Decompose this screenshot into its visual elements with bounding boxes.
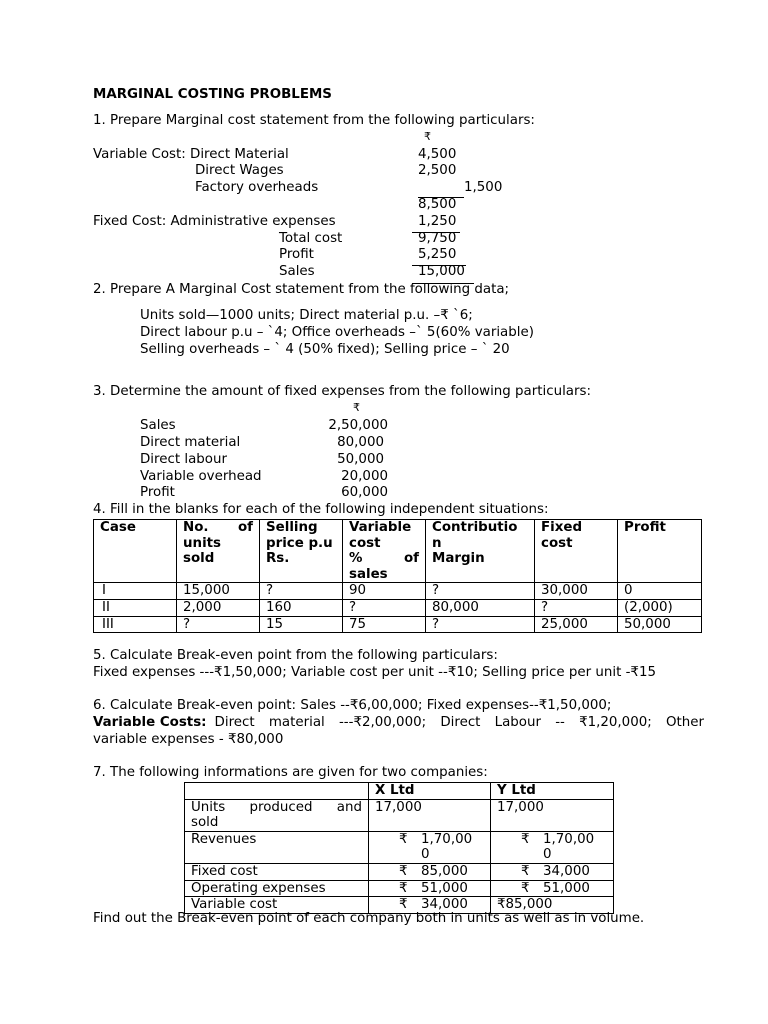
q1-label-direct-material: Variable Cost: Direct Material <box>93 147 289 162</box>
q7-header-x-ltd: X Ltd <box>369 783 491 800</box>
q7-footer: Find out the Break-even point of each company both in units as well as in volume. <box>93 911 645 926</box>
page-title: MARGINAL COSTING PROBLEMS <box>93 87 332 102</box>
q4-cell: 80,000 <box>426 599 535 616</box>
q1-value-sales: 15,000 <box>418 264 465 279</box>
q7-header-row <box>185 783 614 800</box>
q1-label-profit: Profit <box>279 247 314 262</box>
table-row <box>94 599 702 616</box>
q4-header-units: No. of units sold <box>177 520 260 583</box>
q7-x-units: 17,000 <box>369 799 491 831</box>
q4-cell: (2,000) <box>618 599 702 616</box>
q1-value-profit: 5,250 <box>418 247 457 262</box>
q1-value-factory-overheads: 1,500 <box>464 180 503 195</box>
q1-value-direct-material: 4,500 <box>418 147 457 162</box>
q1-label-factory-overheads: Factory overheads <box>195 180 319 195</box>
q4-cell: I <box>94 583 177 600</box>
q6-line-2-rest: Direct material ---₹2,00,000; Direct Labour -- ₹1,20,000; Other <box>214 715 704 730</box>
q4-cell: 15,000 <box>177 583 260 600</box>
rupee-icon: ₹ <box>521 863 530 879</box>
q6-variable-costs-label: Variable Costs: <box>93 715 207 730</box>
table-row <box>94 583 702 600</box>
q2-line-2: Direct labour p.u – `4; Office overheads –` 5(60% variable) <box>140 325 534 340</box>
q7-label-revenues: Revenues <box>185 831 369 863</box>
q4-cell: 30,000 <box>535 583 618 600</box>
q2-line-1: Units sold—1000 units; Direct material p.u. –₹ `6; <box>140 308 473 323</box>
q3-value-direct-material: 80,000 <box>337 435 384 450</box>
table-row <box>185 863 614 880</box>
q1-label-sales: Sales <box>279 264 315 279</box>
q1-value-total-cost: 9,750 <box>418 231 457 246</box>
q7-table <box>184 782 614 914</box>
q7-label-fixed-cost: Fixed cost <box>185 863 369 880</box>
q4-header-fixed-cost: Fixed cost <box>535 520 618 583</box>
q4-header-selling-price: Selling price p.u Rs. <box>260 520 343 583</box>
q3-value-sales: 2,50,000 <box>328 418 388 433</box>
q7-x-revenues: ₹ 1,70,000 <box>369 831 491 863</box>
q1-label-total-cost: Total cost <box>279 231 343 246</box>
q3-label-direct-material: Direct material <box>140 435 241 450</box>
rupee-icon: ₹ <box>521 880 530 896</box>
q7-x-operating-expenses: ₹ 51,000 <box>369 880 491 897</box>
q4-cell: 160 <box>260 599 343 616</box>
q4-cell: ? <box>535 599 618 616</box>
q4-header-contribution: Contributio n Margin <box>426 520 535 583</box>
q4-cell: 50,000 <box>618 616 702 633</box>
q4-cell: 25,000 <box>535 616 618 633</box>
q3-currency-symbol: ₹ <box>353 401 360 414</box>
q7-y-operating-expenses: ₹ 51,000 <box>491 880 614 897</box>
q4-cell: 90 <box>343 583 426 600</box>
q6-line-3: variable expenses - ₹80,000 <box>93 732 284 747</box>
q4-cell: 15 <box>260 616 343 633</box>
rupee-icon: ₹ <box>521 831 530 847</box>
q7-x-fixed-cost: ₹ 85,000 <box>369 863 491 880</box>
q4-table <box>93 519 702 633</box>
q3-value-variable-overhead: 20,000 <box>341 469 388 484</box>
q3-label-profit: Profit <box>140 485 175 500</box>
q7-y-revenues: ₹ 1,70,000 <box>491 831 614 863</box>
q6-line-2 <box>93 715 704 732</box>
q7-x-variable-cost: ₹ 34,000 <box>369 897 491 914</box>
q7-header-blank <box>185 783 369 800</box>
q7-y-fixed-cost: ₹ 34,000 <box>491 863 614 880</box>
q5-line: Fixed expenses ---₹1,50,000; Variable cost per unit --₹10; Selling price per unit -₹15 <box>93 665 656 680</box>
q7-y-units: 17,000 <box>491 799 614 831</box>
q4-cell: II <box>94 599 177 616</box>
table-row <box>185 799 614 831</box>
q4-cell: III <box>94 616 177 633</box>
q7-label-variable-cost: Variable cost <box>185 897 369 914</box>
q4-cell: ? <box>426 583 535 600</box>
q4-cell: ? <box>260 583 343 600</box>
table-row <box>94 616 702 633</box>
q3-heading: 3. Determine the amount of fixed expenses from the following particulars: <box>93 384 592 399</box>
q4-cell: 75 <box>343 616 426 633</box>
q4-header-variable-cost: Variable cost % of sales <box>343 520 426 583</box>
q1-value-admin-expenses: 1,250 <box>418 214 457 229</box>
q1-label-direct-wages: Direct Wages <box>195 163 284 178</box>
q6-line-1: 6. Calculate Break-even point: Sales --₹6,00,000; Fixed expenses--₹1,50,000; <box>93 698 612 713</box>
q1-heading: 1. Prepare Marginal cost statement from the following particulars: <box>93 113 535 128</box>
q1-value-direct-wages: 2,500 <box>418 163 457 178</box>
q1-currency-symbol: ₹ <box>424 130 431 143</box>
q4-cell: 2,000 <box>177 599 260 616</box>
q4-cell: ? <box>426 616 535 633</box>
q2-heading: 2. Prepare A Marginal Cost statement from the following data; <box>93 282 510 297</box>
q4-heading: 4. Fill in the blanks for each of the following independent situations: <box>93 502 549 517</box>
q4-cell: 0 <box>618 583 702 600</box>
rupee-icon: ₹ <box>399 897 408 913</box>
q1-label-admin-expenses: Fixed Cost: Administrative expenses <box>93 214 336 229</box>
q4-header-profit: Profit <box>618 520 702 583</box>
q3-value-direct-labour: 50,000 <box>337 452 384 467</box>
q3-label-direct-labour: Direct labour <box>140 452 227 467</box>
q3-label-variable-overhead: Variable overhead <box>140 469 262 484</box>
q7-heading: 7. The following informations are given for two companies: <box>93 765 488 780</box>
q4-cell: ? <box>177 616 260 633</box>
rupee-icon: ₹ <box>399 863 408 879</box>
q3-value-profit: 60,000 <box>341 485 388 500</box>
table-row <box>185 831 614 863</box>
q7-header-y-ltd: Y Ltd <box>491 783 614 800</box>
q7-y-variable-cost: ₹85,000 <box>491 897 614 914</box>
q4-cell: ? <box>343 599 426 616</box>
q7-label-operating-expenses: Operating expenses <box>185 880 369 897</box>
q2-line-3: Selling overheads – ` 4 (50% fixed); Selling price – ` 20 <box>140 342 510 357</box>
q7-label-units: Units produced and sold <box>185 799 369 831</box>
rupee-icon: ₹ <box>399 880 408 896</box>
q1-value-subtotal: 8,500 <box>418 197 457 212</box>
table-row <box>185 880 614 897</box>
q4-header-case: Case <box>94 520 177 583</box>
q4-header-row <box>94 520 702 583</box>
q5-heading: 5. Calculate Break-even point from the following particulars: <box>93 648 498 663</box>
q3-label-sales: Sales <box>140 418 176 433</box>
rupee-icon: ₹ <box>399 831 408 847</box>
